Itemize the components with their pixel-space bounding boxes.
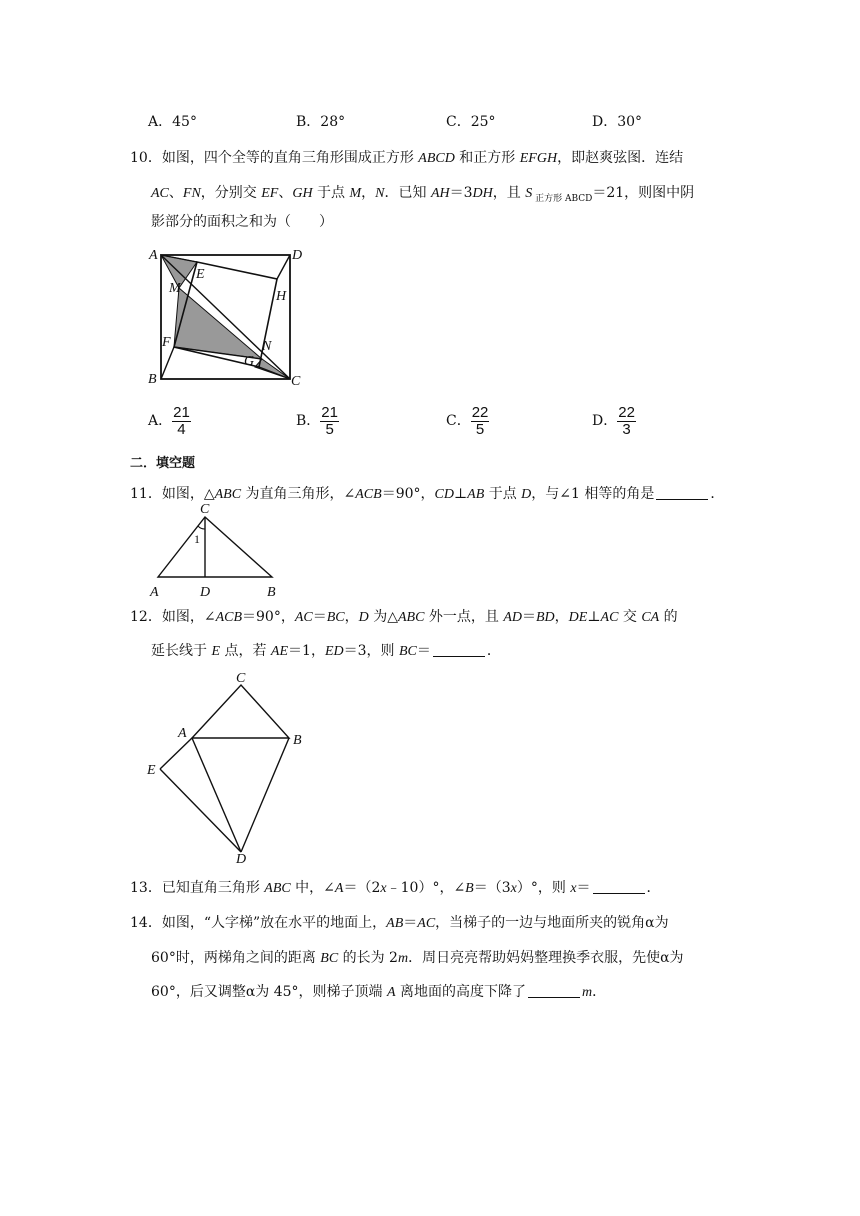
text: 如图，四个全等的直角三角形围成正方形 <box>161 150 419 166</box>
math: FN <box>182 186 201 201</box>
segment-dh <box>277 255 290 279</box>
segment-bf <box>161 347 174 379</box>
label-f: F <box>162 335 171 350</box>
q9-option-c <box>446 112 496 132</box>
text: 延长线于 <box>151 643 212 659</box>
option-letter: B． <box>296 413 321 429</box>
math: AB <box>467 487 485 502</box>
text: 于点 <box>484 486 522 502</box>
math: x <box>380 881 387 896</box>
option-text: 28° <box>320 114 346 130</box>
math: A <box>386 985 396 1000</box>
math: E <box>211 644 221 659</box>
q12-line-2 <box>151 641 501 662</box>
text: ＝ <box>416 643 431 659</box>
text: ＝3 <box>449 185 473 201</box>
label-c: C <box>236 671 246 686</box>
text: ． <box>592 984 607 1000</box>
math: AC <box>151 186 169 201</box>
math: D <box>521 487 532 502</box>
math: BD <box>536 610 555 625</box>
triangle-abc <box>158 517 272 577</box>
math: EF <box>261 186 279 201</box>
math: ABC <box>397 610 425 625</box>
text: ⊥ <box>587 609 601 625</box>
answer-blank[interactable] <box>656 485 708 500</box>
fraction <box>320 405 339 438</box>
text: ， <box>554 609 569 625</box>
label-g: G <box>244 354 255 369</box>
q9-option-b <box>296 112 345 132</box>
math: AB <box>386 916 404 931</box>
text: ，当梯子的一边与地面所夹的锐角α为 <box>435 915 669 931</box>
text: 如图，△ <box>161 486 215 502</box>
math: S <box>525 186 533 201</box>
text: ＝3，则 <box>343 643 399 659</box>
label-n: N <box>262 339 272 354</box>
math: CA <box>641 610 660 625</box>
text: 60°时，两梯角之间的距离 <box>151 950 321 966</box>
math: BC <box>320 951 339 966</box>
math: AD <box>503 610 522 625</box>
answer-blank[interactable] <box>593 879 645 894</box>
option-letter: B． <box>296 114 321 130</box>
math: CD <box>434 487 454 502</box>
q10-line-1 <box>130 148 683 169</box>
label-e: E <box>196 267 205 282</box>
answer-blank[interactable] <box>433 642 485 657</box>
math: B <box>465 881 474 896</box>
segment-bd <box>241 738 289 852</box>
label-b: B <box>148 372 157 387</box>
text: ＝90°， <box>242 609 295 625</box>
math: M <box>349 186 362 201</box>
option-text: 30° <box>617 114 643 130</box>
denominator: 5 <box>475 420 485 438</box>
text: 的 <box>659 609 678 625</box>
math: ACB <box>215 610 243 625</box>
label-c: C <box>200 502 210 517</box>
label-m: M <box>169 281 181 296</box>
triangle-abc <box>192 685 289 738</box>
math: AH <box>430 186 450 201</box>
fraction <box>172 405 191 438</box>
math: A <box>334 881 344 896</box>
numerator: 21 <box>173 403 190 421</box>
q11-figure <box>140 502 290 600</box>
option-letter: C． <box>446 413 471 429</box>
segment-ad <box>192 738 241 852</box>
option-text: 25° <box>470 114 496 130</box>
text: 60°，后又调整α为 45°，则梯子顶端 <box>151 984 387 1000</box>
text: ． <box>486 643 501 659</box>
text: 为直角三角形，∠ <box>241 486 356 502</box>
text: 和正方形 <box>454 150 520 166</box>
text: ＝（2 <box>343 880 381 896</box>
math: EFGH <box>519 151 558 166</box>
math: D <box>358 610 369 625</box>
text: 、 <box>278 185 293 201</box>
math: x <box>510 881 517 896</box>
label-a: A <box>178 726 187 741</box>
text: ，即赵爽弦图．连结 <box>557 150 684 166</box>
math: BC <box>398 644 417 659</box>
subscript: 正方形 ABCD <box>532 194 593 204</box>
q11-text <box>130 484 724 505</box>
text: ． <box>646 880 661 896</box>
math: AC <box>600 610 619 625</box>
math: AC <box>294 610 313 625</box>
q10-option-d <box>592 401 636 441</box>
numerator: 21 <box>321 403 338 421</box>
q10-line-3: 影部分的面积之和为（ ） <box>151 214 333 230</box>
text: ＝90°， <box>381 486 435 502</box>
math: ABC <box>214 487 242 502</box>
math: m <box>397 951 409 966</box>
text: 于点 <box>312 185 350 201</box>
text: ，且 <box>492 185 526 201</box>
label-b: B <box>293 733 302 748</box>
question-number: 11． <box>130 486 162 502</box>
segment-ae <box>160 738 192 769</box>
label-d: D <box>200 585 211 600</box>
label-d: D <box>236 852 247 867</box>
numerator: 22 <box>471 403 489 421</box>
question-number: 12． <box>130 609 162 625</box>
math: AE <box>270 644 289 659</box>
text: 已知直角三角形 <box>161 880 265 896</box>
text: ＝21，则图中阴 <box>592 185 695 201</box>
q14-line-1 <box>130 913 669 934</box>
text: ＝ <box>312 609 327 625</box>
label-b: B <box>267 585 276 600</box>
text: 如图，∠ <box>161 609 216 625</box>
math: DH <box>472 186 493 201</box>
option-text: 45° <box>172 114 197 130</box>
math: DE <box>568 610 588 625</box>
math: ABC <box>264 881 291 896</box>
q9-option-a <box>148 112 197 132</box>
label-c: C <box>291 374 301 389</box>
text: ．周日亮亮帮助妈妈整理换季衣服，先使α为 <box>408 950 684 966</box>
text: 、 <box>168 185 183 201</box>
math: AC <box>417 916 436 931</box>
text: ）°，则 <box>516 880 571 896</box>
q14-line-3 <box>151 982 606 1003</box>
label-h: H <box>276 289 287 304</box>
text: ﹣10）°，∠ <box>386 880 466 896</box>
text: 交 <box>618 609 642 625</box>
q10-figure <box>140 240 310 390</box>
q10-option-a <box>148 401 191 441</box>
math: x <box>570 881 577 896</box>
label-e: E <box>147 763 156 778</box>
option-letter: A． <box>148 413 173 429</box>
q9-option-d <box>592 112 642 132</box>
question-number: 10． <box>130 150 162 166</box>
option-letter: A． <box>148 114 173 130</box>
segment-ed <box>160 769 241 852</box>
text: ＝1， <box>288 643 325 659</box>
text: ＝ <box>522 609 536 625</box>
text: ． <box>710 486 725 502</box>
text: ．已知 <box>384 185 431 201</box>
answer-blank[interactable] <box>528 983 580 998</box>
text: 点，若 <box>220 643 271 659</box>
text: ， <box>361 185 376 201</box>
text: 中，∠ <box>290 880 335 896</box>
math: BC <box>326 610 345 625</box>
math: ACB <box>355 487 382 502</box>
fraction <box>471 405 490 438</box>
angle-1-arc <box>198 526 205 529</box>
math: GH <box>292 186 313 201</box>
label-angle-1: 1 <box>194 532 200 546</box>
text: ＝ <box>576 880 591 896</box>
q10-line-2 <box>151 183 694 205</box>
q14-line-2 <box>151 948 684 969</box>
q12-figure <box>140 665 315 865</box>
question-number: 13． <box>130 880 162 896</box>
math: ED <box>324 644 344 659</box>
label-a: A <box>149 248 158 263</box>
denominator: 3 <box>622 420 631 438</box>
question-number: 14． <box>130 915 162 931</box>
text: ＝（3 <box>473 880 511 896</box>
text: 的长为 2 <box>338 950 398 966</box>
label-a: A <box>150 585 159 600</box>
math: N <box>375 186 385 201</box>
option-letter: D． <box>592 114 618 130</box>
option-letter: D． <box>592 413 618 429</box>
section-heading: 二．填空题 <box>130 456 196 471</box>
text: 如图，“人字梯”放在水平的地面上， <box>161 915 387 931</box>
text: ， <box>344 609 359 625</box>
label-d: D <box>292 248 303 263</box>
denominator: 5 <box>325 420 334 438</box>
math: m <box>582 985 593 1000</box>
text: 离地面的高度下降了 <box>395 984 526 1000</box>
text: 外一点，且 <box>424 609 504 625</box>
text: ⊥ <box>453 486 468 502</box>
text: ，与∠1 相等的角是 <box>531 486 655 502</box>
q10-option-b <box>296 401 339 441</box>
q13-text <box>130 878 661 899</box>
denominator: 4 <box>177 420 186 438</box>
q10-option-c <box>446 401 489 441</box>
text: ＝ <box>403 915 418 931</box>
fraction <box>617 405 636 438</box>
q12-line-1 <box>130 607 678 628</box>
numerator: 22 <box>618 403 635 421</box>
option-letter: C． <box>446 114 471 130</box>
text: ，分别交 <box>200 185 262 201</box>
text: 为△ <box>368 609 398 625</box>
math: ABCD <box>418 151 455 166</box>
